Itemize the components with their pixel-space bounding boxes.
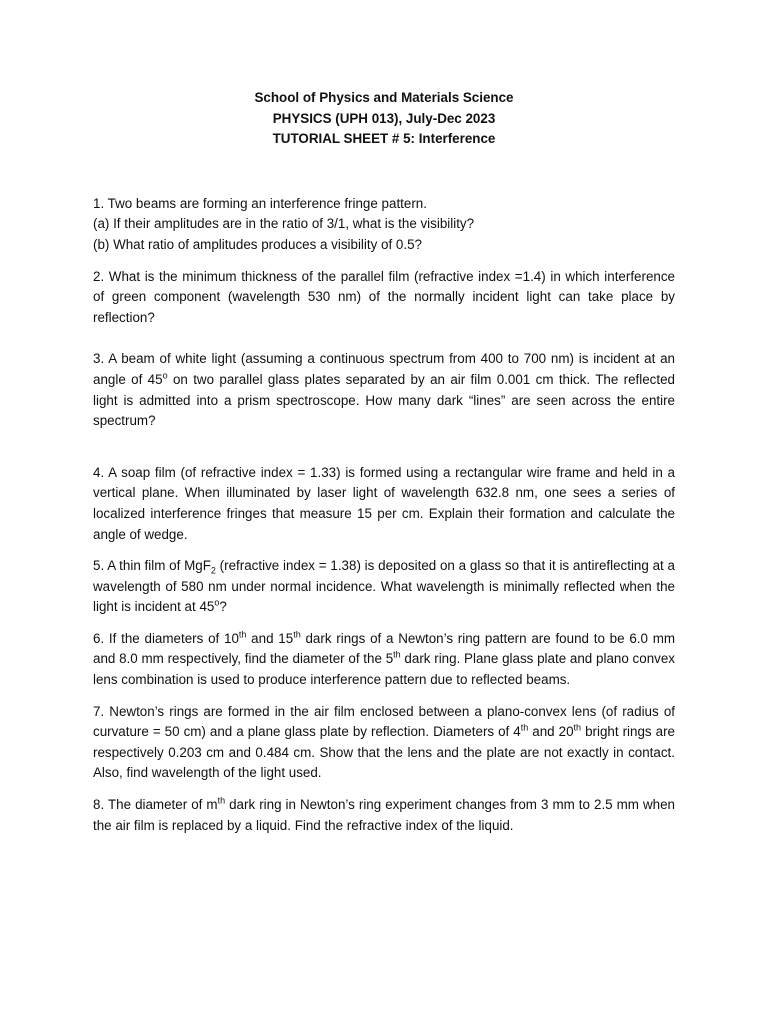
question-6 — [93, 629, 675, 691]
question-1-line-1: 1. Two beams are forming an interference fringe pattern. — [93, 195, 427, 211]
question-5-text-2: (refractive index = 1.38) is deposited on a glass so that it is antireflecting at a wavelength of 580 nm under normal incidence. What wavelength is minimally reflected when the light is incident at 45 — [93, 558, 675, 615]
question-1-part-a: (a) If their amplitudes are in the ratio of 3/1, what is the visibility? — [93, 216, 475, 232]
question-7 — [93, 702, 675, 784]
question-6-text-4: dark ring. Plane glass plate and plano convex lens combination is used to produce interference pattern due to reflected beams. — [93, 651, 675, 688]
question-3-text-1: 3. A beam of white light (assuming a continuous spectrum from 400 to 700 nm) is incident at an angle of 45 — [93, 351, 675, 387]
ordinal-superscript: th — [293, 629, 301, 640]
question-5 — [93, 556, 675, 618]
school-name: School of Physics and Materials Science — [254, 90, 514, 105]
question-5-text-3: ? — [219, 599, 227, 615]
ordinal-superscript: th — [393, 650, 401, 660]
degree-superscript: o — [214, 597, 220, 608]
document-header — [93, 88, 675, 150]
question-8 — [93, 795, 675, 836]
ordinal-superscript: th — [238, 629, 247, 640]
question-8-text-1: 8. The diameter of m — [93, 797, 218, 813]
ordinal-superscript: th — [217, 795, 226, 806]
ordinal-superscript: th — [520, 722, 529, 733]
question-4: 4. A soap film (of refractive index = 1.33) is formed using a rectangular wire frame and held in a vertical plane. When illuminated by laser light of wavelength 632.8 nm, one sees a series of localized interference fringes that measure 15 per cm. Explain their formation and calculate the angle of wedge. — [93, 464, 675, 542]
subscript-2: 2 — [210, 565, 216, 576]
course-title: PHYSICS (UPH 013), July-Dec 2023 — [272, 110, 496, 126]
question-7-text-2: and 20 — [528, 724, 574, 740]
ordinal-superscript: th — [573, 722, 582, 733]
degree-superscript: o — [162, 370, 168, 381]
tutorial-sheet-page — [93, 88, 675, 836]
sheet-title: TUTORIAL SHEET # 5: Interference — [272, 131, 496, 147]
question-5-text-1: 5. A thin film of MgF — [93, 558, 211, 574]
question-7-text-3: bright rings are respectively 0.203 cm and 0.484 cm. Show that the lens and the plate are not exactly in contact. Also, find wavelength of the light used. — [93, 724, 675, 781]
question-6-text-1: 6. If the diameters of 10 — [93, 630, 239, 646]
question-1 — [93, 194, 675, 256]
question-6-text-3: dark rings of a Newton’s ring pattern are found to be 6.0 mm and 8.0 mm respectively, find the diameter of the 5 — [93, 630, 676, 667]
question-7-text-1: 7. Newton’s rings are formed in the air film enclosed between a plano-convex lens (of radius of curvature = 50 cm) and a plane glass plate by reflection. Diameters of 4 — [93, 703, 675, 740]
question-2: 2. What is the minimum thickness of the parallel film (refractive index =1.4) in which interference of green component (wavelength 530 nm) of the normally incident light can take place by reflection? — [93, 268, 675, 325]
question-1-part-b: (b) What ratio of amplitudes produces a visibility of 0.5? — [93, 236, 422, 252]
question-8-text-2: dark ring in Newton’s ring experiment changes from 3 mm to 2.5 mm when the air film is replaced by a liquid. Find the refractive index of the liquid. — [93, 797, 675, 833]
question-3-text-2: on two parallel glass plates separated by an air film 0.001 cm thick. The reflected light is admitted into a prism spectroscope. How many dark “lines” are seen across the entire spectrum? — [93, 371, 675, 429]
question-6-text-2: and 15 — [246, 630, 294, 646]
question-3 — [93, 349, 675, 431]
